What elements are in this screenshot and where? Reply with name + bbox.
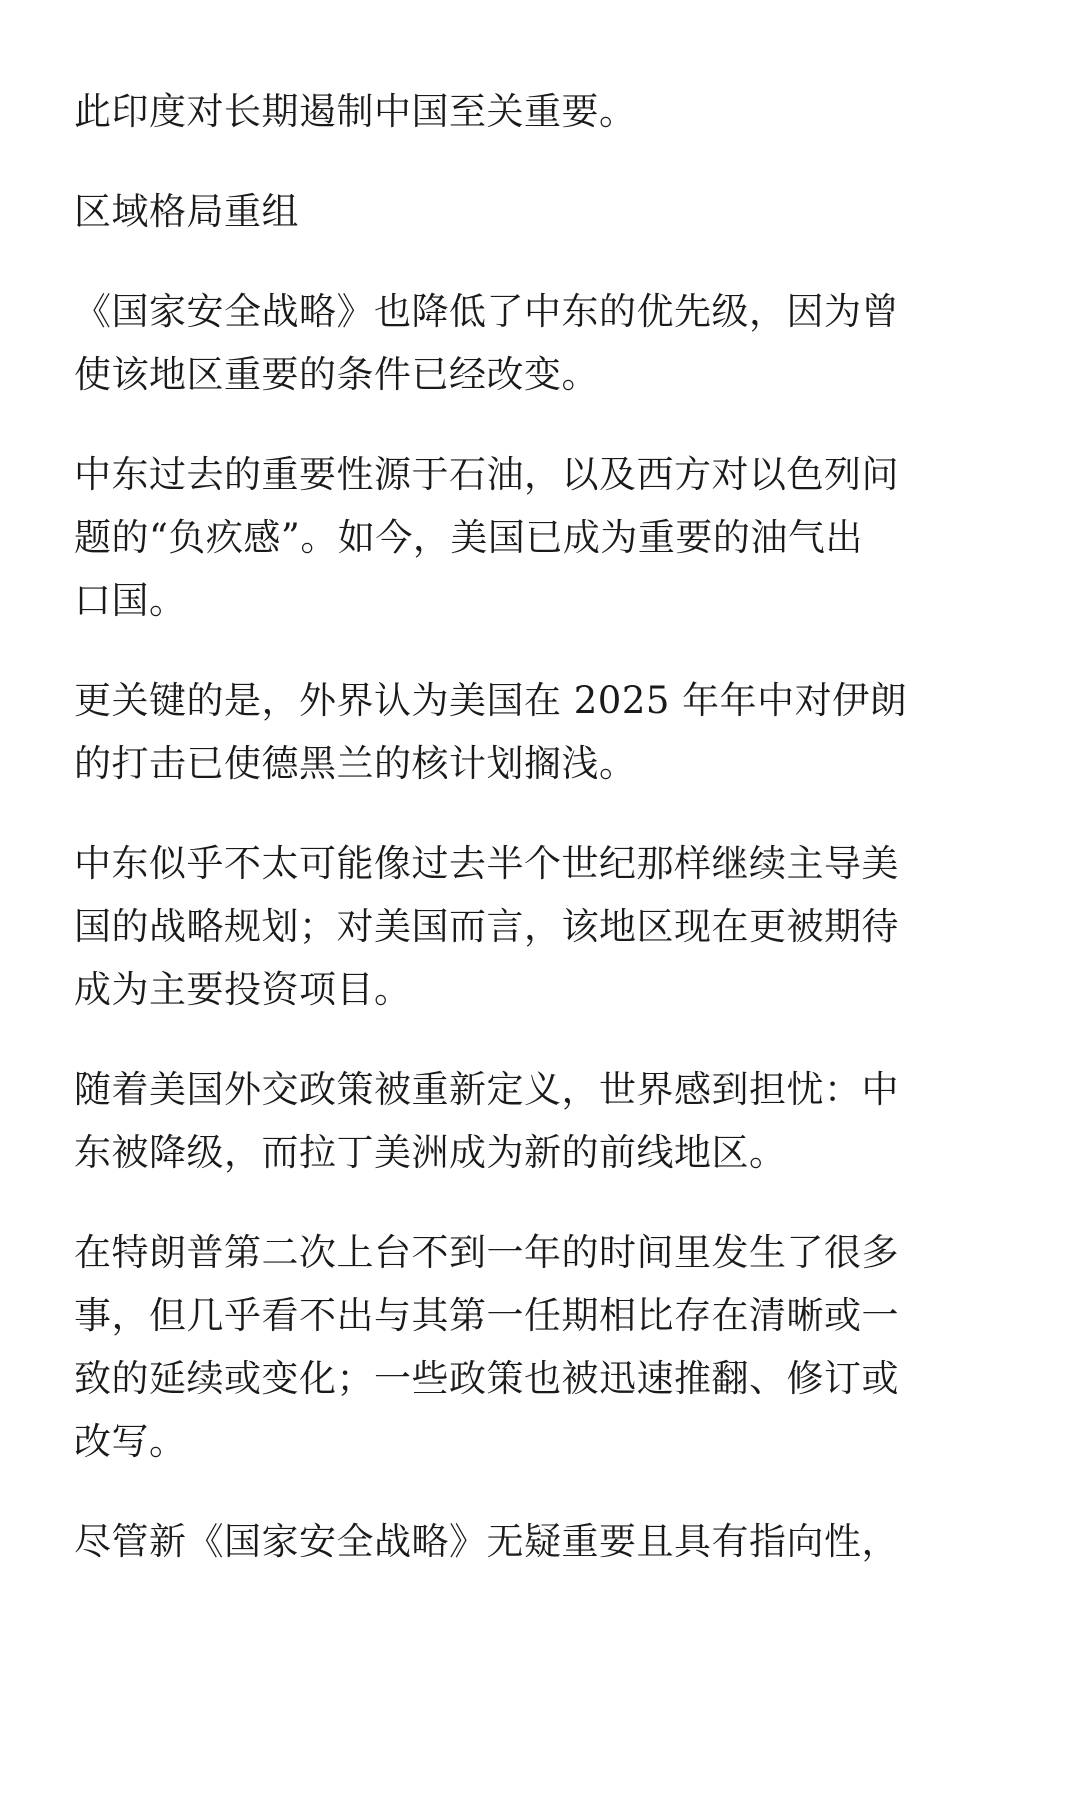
paragraph-iran-strike: 更关键的是，外界认为美国在 2025 年年中对伊朗 的打击已使德黑兰的核计划搁浅。 xyxy=(74,679,908,785)
paragraph-new-strategy: 尽管新《国家安全战略》无疑重要且具有指向性， xyxy=(74,1520,899,1563)
paragraph-oil-importance: 中东过去的重要性源于石油，以及西方对以色列问 题的“负疚感”。如今，美国已成为重要的油气出 口国。 xyxy=(74,453,899,622)
paragraph-strategic-planning: 中东似乎不太可能像过去半个世纪那样继续主导美 国的战略规划；对美国而言，该地区现在更被期待 成为主要投资项目。 xyxy=(74,842,899,1011)
paragraph-foreign-policy-redefined: 随着美国外交政策被重新定义，世界感到担忧：中 东被降级，而拉丁美洲成为新的前线地区。 xyxy=(74,1068,899,1174)
paragraph-trump-second-term: 在特朗普第二次上台不到一年的时间里发生了很多 事，但几乎看不出与其第一任期相比存在清晰或一 致的延续或变化；一些政策也被迅速推翻、修订或 改写。 xyxy=(74,1231,899,1463)
section-heading: 区域格局重组 xyxy=(74,190,299,233)
paragraph-india-containment: 此印度对长期遏制中国至关重要。 xyxy=(74,90,637,133)
paragraph-middle-east-priority: 《国家安全战略》也降低了中东的优先级，因为曾 使该地区重要的条件已经改变。 xyxy=(74,290,899,396)
